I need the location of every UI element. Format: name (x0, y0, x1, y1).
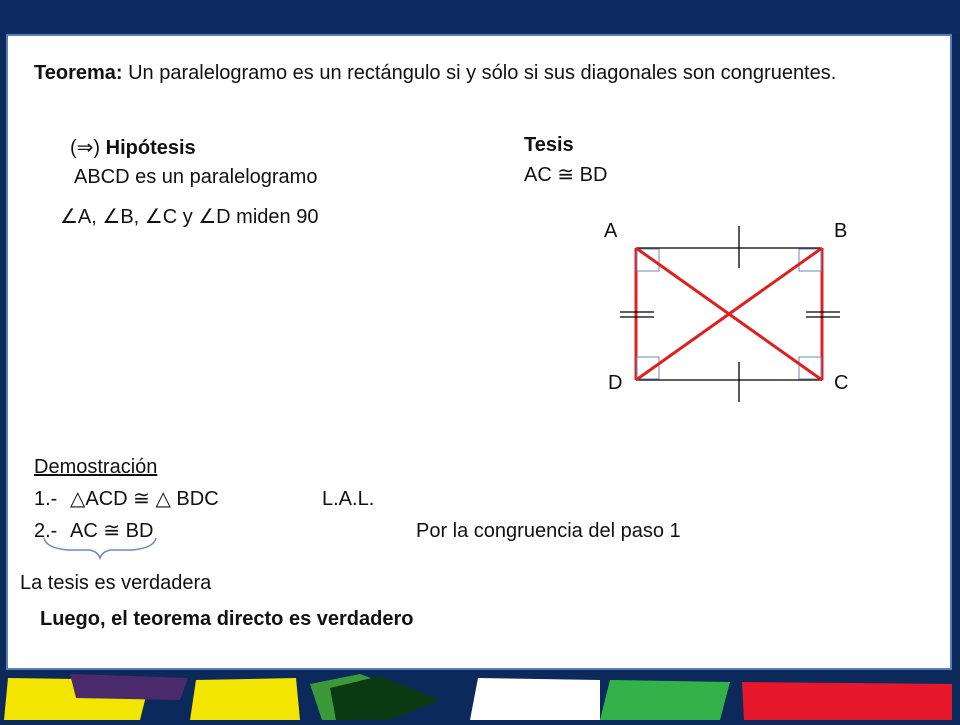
proof-step2-number: 2.- (34, 520, 58, 542)
curly-brace (44, 538, 156, 558)
hypothesis-line1: ABCD es un paralelogramo (74, 166, 318, 188)
proof-step2-reason: Por la congruencia del paso 1 (416, 520, 681, 542)
proof-step2-statement: AC ≅ BD (70, 520, 154, 542)
footer-shape-lightgreen (600, 680, 730, 720)
header-band (0, 0, 960, 34)
rectangle-figure (8, 36, 954, 672)
conclusion: Luego, el teorema directo es verdadero (40, 608, 414, 630)
vertex-b-label: B (834, 220, 848, 242)
theorem-label: Teorema: (34, 62, 123, 84)
vertex-d-label: D (608, 372, 623, 394)
theorem-text: Un paralelogramo es un rectángulo si y sólo si sus diagonales son congruentes. (122, 62, 837, 84)
footer-decoration (0, 670, 960, 720)
footer-shape-purple (70, 674, 188, 700)
footer-shape-white (470, 678, 600, 720)
slide-body (6, 34, 952, 670)
proof-step1-number: 1.- (34, 488, 58, 510)
proof-step1-reason: L.A.L. (322, 488, 375, 510)
thesis-statement: AC ≅ BD (524, 164, 608, 186)
footer-shapes (0, 670, 960, 720)
footer-shape-yellow-2 (190, 678, 300, 720)
vertex-c-label: C (834, 372, 849, 394)
vertex-a-label: A (604, 220, 618, 242)
footer-shape-red (742, 682, 952, 720)
proof-step1-statement: △ACD ≅ △ BDC (70, 488, 219, 510)
proof-title: Demostración (34, 456, 158, 478)
brace-note: La tesis es verdadera (20, 572, 212, 594)
hypothesis-title: Hipótesis (105, 137, 196, 159)
hypothesis-line2: ∠A, ∠B, ∠C y ∠D miden 90 (60, 206, 319, 228)
implies-arrow: (⇒) (70, 137, 101, 159)
thesis-title: Tesis (524, 134, 574, 156)
